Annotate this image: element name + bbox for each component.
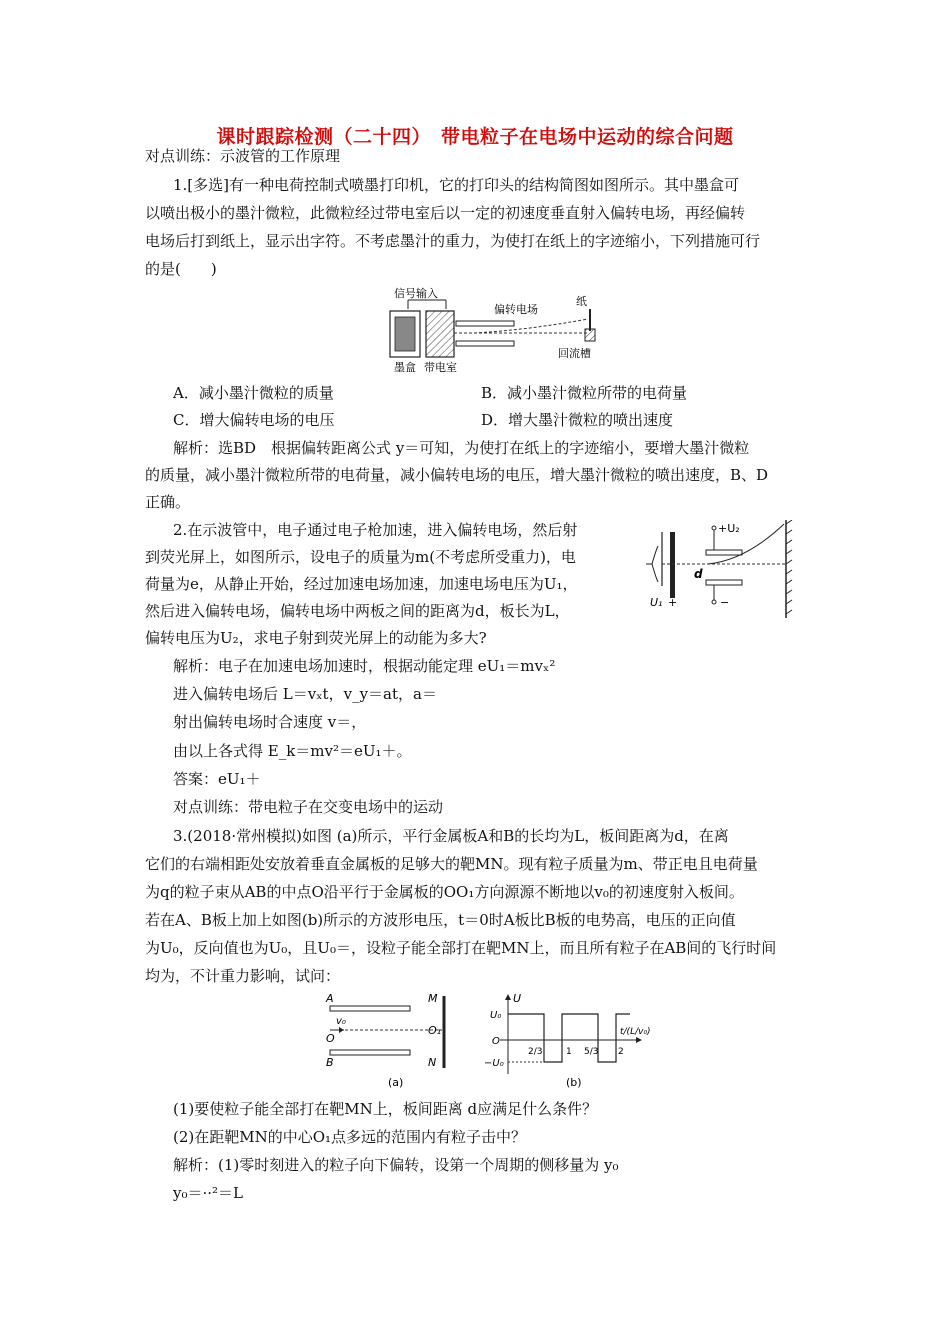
q2-answer: 答案：eU₁＋ (173, 770, 261, 788)
q3-subquestion-1: (1)要使粒子能全部打在靶MN上，板间距离 d应满足什么条件？ (173, 1100, 598, 1118)
label-minus: − (720, 596, 730, 609)
label-deflection-field: 偏转电场 (494, 303, 538, 316)
q3-subquestion-2: (2)在距靶MN的中心O₁点多远的范围内有粒子击中？ (173, 1128, 527, 1146)
label-o1: O₁ (428, 1024, 442, 1037)
tick-1: 1 (566, 1047, 572, 1057)
label-b: B (326, 1056, 334, 1069)
section-heading: 对点训练：带电粒子在交变电场中的运动 (173, 798, 444, 816)
label-o: O (326, 1032, 335, 1045)
q3-stem-line: 均为，不计重力影响，试问： (145, 967, 341, 985)
q2-stem-line: 偏转电压为U₂，求电子射到荧光屏上的动能为多大? (145, 629, 487, 647)
q3-analysis-line: y₀＝··²＝L (173, 1184, 243, 1202)
tick-2: 2 (618, 1047, 624, 1057)
figure-b-square-wave (480, 990, 660, 1090)
return-trough (585, 329, 595, 341)
label-a: A (326, 992, 334, 1005)
q1-stem-line: 1.[多选]有一种电荷控制式喷墨打印机，它的打印头的结构简图如图所示。其中墨盒可 (173, 176, 740, 194)
axis-u: U (513, 992, 522, 1005)
deflect-plate-bottom (706, 580, 742, 585)
q3-stem-line: 它们的右端相距处安放着垂直金属板的足够大的靶MN。现有粒子质量为m、带正电且电荷量 (145, 855, 758, 873)
q3-stem-line: 为U₀，反向值也为U₀，且U₀＝，设粒子能全部打在靶MN上，而且所有粒子在AB间的飞行时间 (145, 939, 777, 957)
label-origin: O (492, 1036, 500, 1047)
label-u0: U₀ (490, 1010, 502, 1021)
label-trough: 回流槽 (558, 347, 591, 360)
tick-2-3: 2/3 (528, 1047, 543, 1057)
q1-analysis-line: 正确。 (145, 493, 191, 511)
label-n: N (428, 1056, 437, 1069)
q2-stem-line: 荷量为e，从静止开始，经过加速电场加速，加速电场电压为U₁， (145, 575, 578, 593)
q2-analysis-line: 解析：电子在加速电场加速时，根据动能定理 eU₁＝mvₓ² (173, 657, 556, 675)
label-u1: U₁ (650, 596, 663, 609)
label-plus: + (668, 596, 678, 609)
charging-room (426, 311, 454, 357)
q2-stem-line: 到荧光屏上，如图所示，设电子的质量为m(不考虑所受重力)，电 (145, 548, 576, 566)
page-title: 课时跟踪检测（二十四） 带电粒子在电场中运动的综合问题 (216, 126, 734, 148)
tick-5-3: 5/3 (584, 1047, 599, 1057)
q3-stem-line: 若在A、B板上加上如图(b)所示的方波形电压，t＝0时A板比B板的电势高，电压的正向值 (145, 911, 736, 929)
caption-b: (b) (566, 1076, 582, 1089)
q2-analysis-line: 射出偏转电场时合速度 v＝， (173, 713, 367, 731)
q2-stem-line: 然后进入偏转电场，偏转电场中两板之间的距离为d，板长为L， (145, 602, 570, 620)
q1-stem-line: 以喷出极小的墨汁微粒，此微粒经过带电室后以一定的初速度垂直射入偏转电场，再经偏转 (145, 204, 746, 222)
plate-a (330, 1006, 410, 1011)
label-m: M (428, 992, 438, 1005)
q1-analysis-line: 解析：选BD 根据偏转距离公式 y＝可知，为使打在纸上的字迹缩小，要增大墨汁微粒 (173, 439, 750, 457)
q2-analysis-line: 进入偏转电场后 L＝vₓt，v_y＝at，a＝ (173, 685, 437, 703)
option-b: B．减小墨汁微粒所带的电荷量 (481, 384, 688, 402)
label-ink-box: 墨盒 (394, 361, 416, 374)
q2-analysis-line: 由以上各式得 E_k＝mv²＝eU₁＋。 (173, 742, 412, 760)
option-c: C．增大偏转电场的电压 (173, 411, 335, 429)
label-signal-input: 信号输入 (394, 287, 438, 300)
label-paper: 纸 (576, 295, 587, 308)
option-a: A．减小墨汁微粒的质量 (173, 384, 334, 402)
axis-t: t/(L/v₀) (620, 1027, 651, 1037)
printer-diagram (378, 283, 608, 375)
q3-stem-line: 为q的粒子束从AB的中点O沿平行于金属板的OO₁方向源源不断地以v₀的初速度射入板间。 (145, 883, 744, 901)
label-v0: v₀ (336, 1016, 346, 1027)
q2-stem-line: 2.在示波管中，电子通过电子枪加速，进入偏转电场，然后射 (173, 521, 578, 539)
q1-stem-line: 电场后打到纸上，显示出字符。不考虑墨汁的重力，为使打在纸上的字迹缩小，下列措施可行 (145, 232, 761, 250)
upper-plate (456, 321, 514, 326)
oscilloscope-diagram (636, 520, 796, 620)
deflect-plate-top (706, 550, 742, 555)
caption-a: (a) (388, 1076, 404, 1089)
lower-plate (456, 341, 514, 346)
plate-b (330, 1050, 410, 1055)
label-charging-room: 带电室 (424, 361, 457, 374)
section-heading: 对点训练：示波管的工作原理 (145, 147, 341, 165)
label-neg-u0: −U₀ (484, 1058, 504, 1069)
q3-analysis-line: 解析：(1)零时刻进入的粒子向下偏转，设第一个周期的侧移量为 y₀ (173, 1156, 619, 1174)
figure-a-plates (322, 990, 462, 1090)
label-d: d (694, 567, 703, 581)
option-d: D．增大墨汁微粒的喷出速度 (481, 411, 674, 429)
label-u2: +U₂ (718, 522, 740, 535)
q1-analysis-line: 的质量，减小墨汁微粒所带的电荷量，减小偏转电场的电压，增大墨汁微粒的喷出速度，B、D (145, 466, 769, 484)
q3-stem-line: 3.(2018·常州模拟)如图 (a)所示，平行金属板A和B的长均为L，板间距离为d，在离 (173, 827, 729, 845)
q1-stem-line: 的是( ) (145, 260, 217, 278)
